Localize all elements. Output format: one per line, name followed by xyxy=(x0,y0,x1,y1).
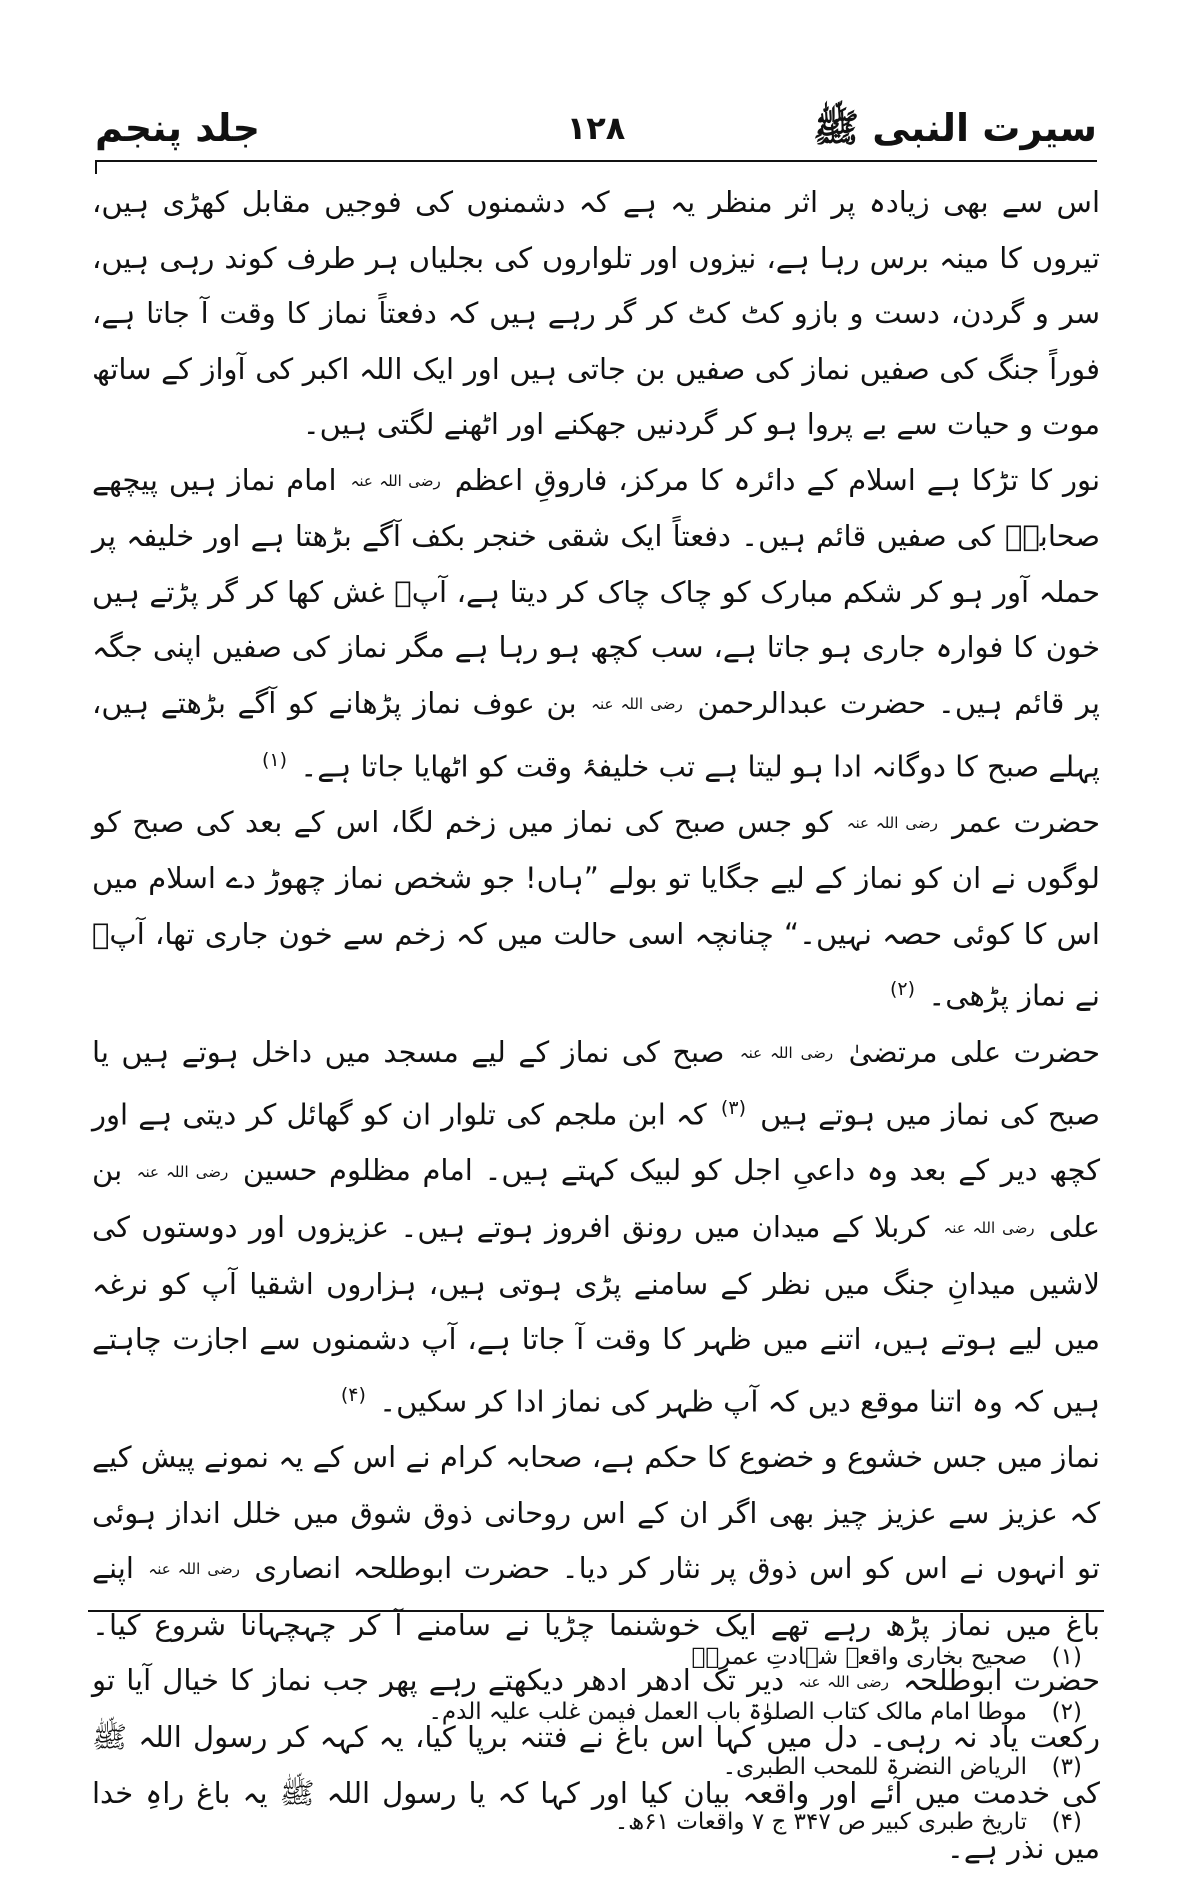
paragraph-text: دیر تک ادھر ادھر دیکھتے رہے پھر جب نماز کا خیال آیا تو رکعت یاد نہ رہی۔ دل میں کہا اس باغ نے فتنہ برپا کیا، یہ کہہ کر رسول اللہ ﷺ کی خدمت میں آئے اور واقعہ بیان کیا اور کہا کہ یا رسول اللہ ﷺ یہ باغ راہِ خدا میں نذر ہے۔ xyxy=(92,1663,1100,1866)
footnote-reference: (۲) xyxy=(890,978,916,1001)
footnote-number: (۱) xyxy=(1051,1644,1082,1670)
paragraph-text: کو جس صبح کی نماز میں زخم لگا، اس کے بعد کی صبح کو لوگوں نے ان کو نماز کے لیے جگایا تو بولے ”ہاں! جو شخص نماز چھوڑ دے اسلام میں اس کا کوئی حصہ نہیں۔“ چنانچہ اسی حالت میں کہ زخم سے خون جاری تھا، آپؓ نے نماز پڑھی۔ xyxy=(92,804,1100,1014)
footnote-reference: (۱) xyxy=(261,748,288,771)
footnotes xyxy=(95,1630,1082,1850)
paragraph-text: صبح کی نماز کے لیے مسجد میں داخل ہوتے ہیں یا صبح کی نماز میں ہوتے ہیں xyxy=(92,1034,1101,1132)
paragraph-text: اپنے باغ میں نماز پڑھ رہے تھے ایک خوشنما چڑیا نے سامنے آ کر چہچہانا شروع کیا۔ حضرت ابوطلحہ xyxy=(92,1551,1101,1698)
paragraph-text: امام نماز ہیں پیچھے صحابہؓ کی صفیں قائم ہیں۔ دفعتاً ایک شقی خنجر بکف آگے بڑھتا ہے اور خلیفہ پر حملہ آور ہو کر شکم مبارک کو چاک چاک کر دیتا ہے، آپؓ غش کھا کر گر پڑتے ہیں خون کا فوارہ جاری ہو جاتا ہے، سب کچھ ہو رہا ہے مگر نماز کی صفیں اپنی جگہ پر قائم ہیں۔ حضرت عبدالرحمن xyxy=(92,462,1100,720)
book-title: سیرت النبی ﷺ xyxy=(813,106,1097,150)
main-text xyxy=(92,175,1100,1877)
honorific-mark: رضی اللہ عنہ xyxy=(350,471,441,490)
footnote-text: تاریخ طبری کبیر ص ۳۴۷ ج ۷ واقعات ۶۱ھ۔ xyxy=(614,1809,1027,1835)
honorific-mark: رضی اللہ عنہ xyxy=(136,1162,229,1181)
paragraph-text: کہ ابن ملجم کی تلوار ان کو گھائل کر دیتی ہے اور کچھ دیر کے بعد وہ داعیِ اجل کو لبیک کہتے ہیں۔ امام مظلوم حسین xyxy=(92,1097,1100,1188)
paragraph-text: حضرت عمر xyxy=(940,804,1101,839)
honorific-mark: رضی اللہ عنہ xyxy=(591,695,683,713)
honorific-mark: رضی اللہ عنہ xyxy=(148,1560,240,1579)
footnote-reference: (۴) xyxy=(340,1383,366,1406)
paragraph-text: نماز میں جس خشوع و خضوع کا حکم ہے، صحابہ کرام نے اس کے یہ نمونے پیش کیے کہ عزیز سے عزیز چیز بھی اگر ان کے اس روحانی ذوق شوق میں خلل انداز ہوئی تو انہوں نے اس کو اس ذوق پر نثار کر دیا۔ حضرت ابوطلحہ انصاری xyxy=(92,1440,1100,1586)
footnote-item xyxy=(95,1740,1082,1795)
footnote-number: (۳) xyxy=(1051,1754,1082,1780)
footnote-item xyxy=(95,1630,1082,1685)
paragraph xyxy=(92,795,1100,1025)
header-divider xyxy=(95,160,1097,162)
paragraph-text: بن علی xyxy=(92,1153,1100,1245)
footnote-text: الریاض النضرۃ للمحب الطبری۔ xyxy=(722,1754,1027,1780)
volume-label: جلد پنجم xyxy=(95,106,261,150)
paragraph-text: بن عوف نماز پڑھانے کو آگے بڑھتے ہیں، پہلے صبح کا دوگانہ ادا ہو لیتا ہے تب خلیفۂ وقت کو اٹھایا جاتا ہے۔ xyxy=(92,685,1100,784)
footnote-item xyxy=(95,1795,1082,1850)
paragraph-text: حضرت علی مرتضیٰ xyxy=(836,1034,1100,1069)
paragraph xyxy=(92,1025,1100,1431)
footnote-item xyxy=(95,1685,1082,1740)
honorific-mark: رضی اللہ عنہ xyxy=(739,1043,834,1062)
paragraph xyxy=(92,175,1100,453)
footnote-text: صحیح بخاری واقعہ شہادتِ عمرؓ۔ xyxy=(691,1644,1027,1670)
paragraph-text: اس سے بھی زیادہ پر اثر منظر یہ ہے کہ دشمنوں کی فوجیں مقابل کھڑی ہیں، تیروں کا مینہ برس رہا ہے، نیزوں اور تلواروں کی بجلیاں ہر طرف کوند رہی ہیں، سر و گردن، دست و بازو کٹ کٹ کر گر رہے ہیں کہ دفعتاً نماز کا وقت آ جاتا ہے، فوراً جنگ کی صفیں نماز کی صفیں بن جاتی ہیں اور ایک اللہ اکبر کی آواز کے ساتھ موت و حیات سے بے پروا ہو کر گردنیں جھکنے اور اٹھنے لگتی ہیں۔ xyxy=(92,185,1100,441)
footnote-number: (۲) xyxy=(1051,1699,1082,1725)
page-header xyxy=(95,95,1097,159)
paragraph-text: نور کا تڑکا ہے اسلام کے دائرہ کا مرکز، فاروقِ اعظم xyxy=(443,462,1101,497)
footnote-reference: (۳) xyxy=(720,1097,746,1120)
footnote-divider xyxy=(88,1610,1104,1612)
footnote-text: موطا امام مالک کتاب الصلوٰۃ باب العمل فیمن غلب علیہ الدم۔ xyxy=(428,1699,1027,1725)
paragraph-text: کربلا کے میدان میں رونق افروز ہوتے ہیں۔ عزیزوں اور دوستوں کی لاشیں میدانِ جنگ میں نظر کے سامنے پڑی ہوتی ہیں، ہزاروں اشقیا آپ کو نرغہ میں لیے ہوتے ہیں، اتنے میں ظہر کا وقت آ جاتا ہے، آپ دشمنوں سے اجازت چاہتے ہیں کہ وہ اتنا موقع دیں کہ آپ ظہر کی نماز ادا کر سکیں۔ xyxy=(92,1210,1100,1419)
honorific-mark: رضی اللہ عنہ xyxy=(943,1219,1035,1238)
footnote-number: (۴) xyxy=(1051,1809,1082,1835)
header-divider-tick xyxy=(95,160,97,174)
honorific-mark: رضی اللہ عنہ xyxy=(846,813,938,832)
paragraph xyxy=(92,453,1100,795)
honorific-mark: رضی اللہ عنہ xyxy=(798,1672,889,1691)
page-number: ۱۲۸ xyxy=(566,109,626,147)
